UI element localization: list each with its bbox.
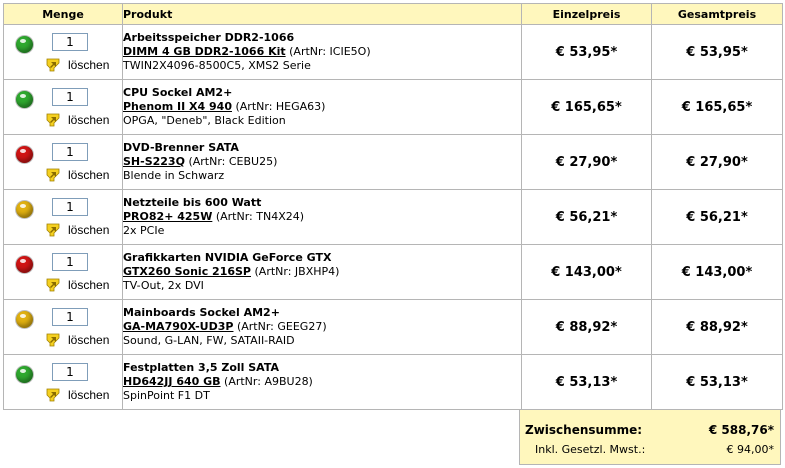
availability-status-icon — [16, 366, 33, 383]
product-artnr: (ArtNr: CEBU25) — [188, 155, 278, 168]
product-model-line — [123, 155, 521, 169]
table-row — [4, 245, 783, 300]
availability-status-icon — [16, 36, 33, 53]
product-model-link[interactable]: HD642JJ 640 GB — [123, 375, 221, 388]
table-row — [4, 135, 783, 190]
total-price: € 27,90* — [652, 135, 783, 190]
total-price: € 56,21* — [652, 190, 783, 245]
cart-header-row — [4, 4, 783, 25]
quantity-cell — [4, 80, 123, 135]
subtotal-value: € 588,76* — [708, 423, 774, 437]
quantity-input[interactable] — [52, 363, 88, 381]
product-model-link[interactable]: GTX260 Sonic 216SP — [123, 265, 251, 278]
product-cell — [123, 25, 522, 80]
header-menge: Menge — [4, 4, 123, 25]
quantity-input[interactable] — [52, 198, 88, 216]
delete-arrow-icon[interactable] — [46, 168, 60, 182]
table-row — [4, 355, 783, 410]
delete-arrow-icon[interactable] — [46, 58, 60, 72]
availability-status-icon — [16, 146, 33, 163]
unit-price: € 53,95* — [522, 25, 652, 80]
product-cell — [123, 245, 522, 300]
unit-price: € 165,65* — [522, 80, 652, 135]
availability-status-icon — [16, 201, 33, 218]
quantity-input[interactable] — [52, 143, 88, 161]
product-category: Mainboards Sockel AM2+ — [123, 306, 280, 319]
cart-body — [4, 25, 783, 410]
product-model-link[interactable]: SH-S223Q — [123, 155, 185, 168]
product-model-line — [123, 320, 521, 334]
product-model-link[interactable]: PRO82+ 425W — [123, 210, 213, 223]
product-description: Blende in Schwarz — [123, 169, 225, 182]
unit-price: € 88,92* — [522, 300, 652, 355]
delete-link[interactable]: löschen — [68, 278, 110, 292]
product-model-line — [123, 45, 521, 59]
product-cell — [123, 135, 522, 190]
table-row — [4, 25, 783, 80]
vat-label: Inkl. Gesetzl. Mwst.: — [535, 443, 646, 456]
product-artnr: (ArtNr: A9BU28) — [224, 375, 313, 388]
delete-link[interactable]: löschen — [68, 113, 110, 127]
product-description: TV-Out, 2x DVI — [123, 279, 204, 292]
quantity-cell — [4, 300, 123, 355]
availability-status-icon — [16, 256, 33, 273]
product-category: Festplatten 3,5 Zoll SATA — [123, 361, 280, 374]
product-cell — [123, 80, 522, 135]
product-cell — [123, 355, 522, 410]
total-price: € 143,00* — [652, 245, 783, 300]
unit-price: € 53,13* — [522, 355, 652, 410]
product-artnr: (ArtNr: HEGA63) — [235, 100, 326, 113]
delete-link[interactable]: löschen — [68, 168, 110, 182]
delete-arrow-icon[interactable] — [46, 113, 60, 127]
availability-status-icon — [16, 91, 33, 108]
quantity-input[interactable] — [52, 308, 88, 326]
quantity-cell — [4, 355, 123, 410]
product-model-link[interactable]: GA-MA790X-UD3P — [123, 320, 234, 333]
product-description: 2x PCIe — [123, 224, 165, 237]
product-category: DVD-Brenner SATA — [123, 141, 239, 154]
product-category: Netzteile bis 600 Watt — [123, 196, 262, 209]
total-price: € 53,95* — [652, 25, 783, 80]
product-cell — [123, 190, 522, 245]
total-price: € 88,92* — [652, 300, 783, 355]
table-row — [4, 190, 783, 245]
product-description: SpinPoint F1 DT — [123, 389, 210, 402]
header-einzelpreis: Einzelpreis — [522, 4, 652, 25]
delete-arrow-icon[interactable] — [46, 278, 60, 292]
unit-price: € 27,90* — [522, 135, 652, 190]
product-description: TWIN2X4096-8500C5, XMS2 Serie — [123, 59, 311, 72]
header-produkt: Produkt — [123, 4, 522, 25]
product-artnr: (ArtNr: ICIE5O) — [289, 45, 371, 58]
cart-table — [3, 3, 783, 410]
summary-box — [519, 409, 781, 465]
product-category: Arbeitsspeicher DDR2-1066 — [123, 31, 295, 44]
delete-link[interactable]: löschen — [68, 58, 110, 72]
product-model-link[interactable]: DIMM 4 GB DDR2-1066 Kit — [123, 45, 286, 58]
product-model-line — [123, 210, 521, 224]
quantity-input[interactable] — [52, 33, 88, 51]
table-row — [4, 80, 783, 135]
unit-price: € 56,21* — [522, 190, 652, 245]
vat-value: € 94,00* — [726, 443, 774, 456]
product-model-link[interactable]: Phenom II X4 940 — [123, 100, 232, 113]
quantity-input[interactable] — [52, 253, 88, 271]
product-model-line — [123, 265, 521, 279]
product-artnr: (ArtNr: TN4X24) — [215, 210, 305, 223]
total-price: € 53,13* — [652, 355, 783, 410]
availability-status-icon — [16, 311, 33, 328]
delete-arrow-icon[interactable] — [46, 223, 60, 237]
quantity-input[interactable] — [52, 88, 88, 106]
delete-link[interactable]: löschen — [68, 223, 110, 237]
product-artnr: (ArtNr: GEEG27) — [236, 320, 327, 333]
table-row — [4, 300, 783, 355]
subtotal-label: Zwischensumme: — [525, 423, 643, 437]
quantity-cell — [4, 190, 123, 245]
quantity-cell — [4, 25, 123, 80]
unit-price: € 143,00* — [522, 245, 652, 300]
product-model-line — [123, 100, 521, 114]
product-category: CPU Sockel AM2+ — [123, 86, 233, 99]
product-cell — [123, 300, 522, 355]
quantity-cell — [4, 245, 123, 300]
product-description: Sound, G-LAN, FW, SATAII-RAID — [123, 334, 295, 347]
delete-arrow-icon[interactable] — [46, 388, 60, 402]
product-description: OPGA, "Deneb", Black Edition — [123, 114, 286, 127]
delete-arrow-icon[interactable] — [46, 333, 60, 347]
quantity-cell — [4, 135, 123, 190]
product-category: Grafikkarten NVIDIA GeForce GTX — [123, 251, 332, 264]
total-price: € 165,65* — [652, 80, 783, 135]
product-artnr: (ArtNr: JBXHP4) — [254, 265, 340, 278]
product-model-line — [123, 375, 521, 389]
header-gesamtpreis: Gesamtpreis — [652, 4, 783, 25]
delete-link[interactable]: löschen — [68, 388, 110, 402]
delete-link[interactable]: löschen — [68, 333, 110, 347]
